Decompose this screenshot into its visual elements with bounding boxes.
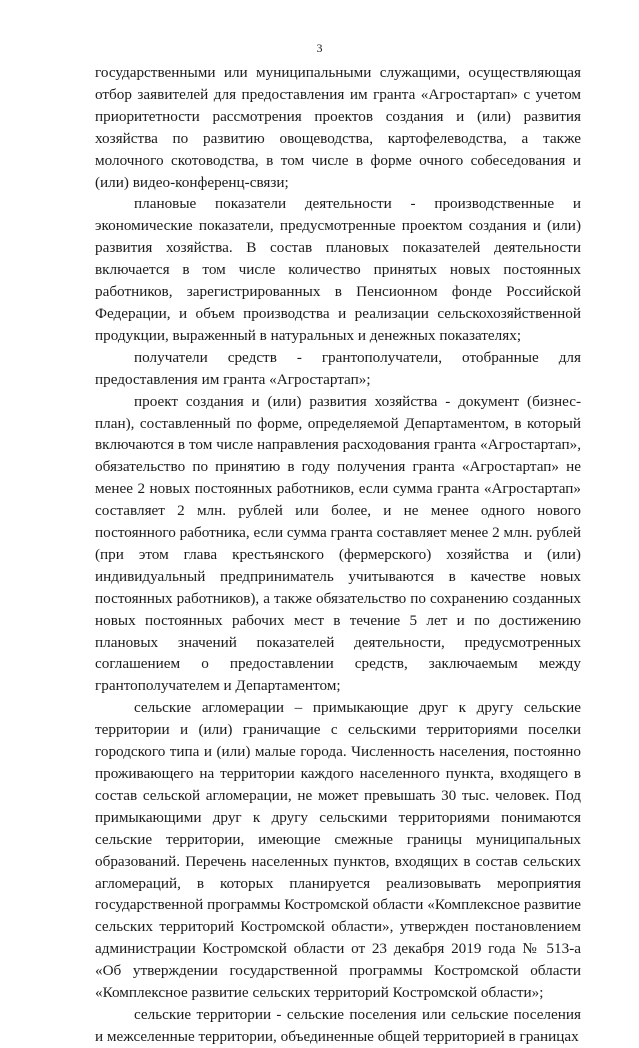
page-number: 3 xyxy=(316,41,323,55)
paragraph-fund-recipients: получатели средств - грантополучатели, отобранные для предоставления им гранта «Агростартап»; xyxy=(95,348,581,388)
paragraph-rural-agglomerations: сельские агломерации – примыкающие друг к другу сельские территории и (или) граничащие с сельскими территориями поселки городского типа и (или) малые города. Численность населения, постоянно проживающего на территории каждого населенного пункта, входящего в состав сельской агломерации, не может превышать 30 тыс. человек. Под примыкающими друг к другу сельскими территориями понимаются сельские территории, имеющие смежные границы муниципальных образований. Перечень населенных пунктов, входящих в состав сельских агломераций, в которых планируется реализовывать мероприятия государственной программы Костромской области «Комплексное развитие сельских территорий Костромской области», утвержден постановлением администрации Костромской области от 23 декабря 2019 года № 513-а «Об утверждении государственной программы Костромской области «Комплексное развитие сельских территорий Костромской области»; xyxy=(95,699,581,1002)
paragraph-rural-territories: сельские территории - сельские поселения или сельские поселения и межселенные территории, объединенные общей территорией в границах xyxy=(95,1005,581,1045)
paragraph-business-plan: проект создания и (или) развития хозяйства - документ (бизнес-план), составленный по форме, определяемой Департаментом, в который включаются в том числе направления расходования гранта «Агростартап», обязательство по принятию в году получения гранта «Агростартап» не менее 2 новых постоянных работников, если сумма гранта «Агростартап» составляет 2 млн. рублей или более, и не менее одного нового постоянного работника, если сумма гранта составляет менее 2 млн. рублей (при этом глава крестьянского (фермерского) хозяйства и (или) индивидуальный предприниматель учитываются в качестве новых постоянных работников), а также обязательство по сохранению созданных новых постоянных рабочих мест в течение 5 лет и по достижению плановых значений показателей деятельности, предусмотренных соглашением о предоставлении средств, заключаемым между грантополучателем и Департаментом; xyxy=(95,392,581,695)
paragraph-planned-indicators: плановые показатели деятельности - производственные и экономические показатели, предусмотренные проектом создания и (или) развития хозяйства. В состав плановых показателей деятельности включается в том числе количество принятых новых постоянных работников, зарегистрированных в Пенсионном фонде Российской Федерации, и объем производства и реализации сельскохозяйственной продукции, выраженный в натуральных и денежных показателях; xyxy=(95,195,581,344)
document-body xyxy=(95,62,581,1048)
paragraph-commission-continuation: государственными или муниципальными служащими, осуществляющая отбор заявителей для предоставления им гранта «Агростартап» с учетом приоритетности рассмотрения проектов создания и (или) развития хозяйства по развитию овощеводства, картофелеводства, а также молочного скотоводства, в том числе в форме очного собеседования и (или) видео-конференц-связи; xyxy=(95,64,581,191)
